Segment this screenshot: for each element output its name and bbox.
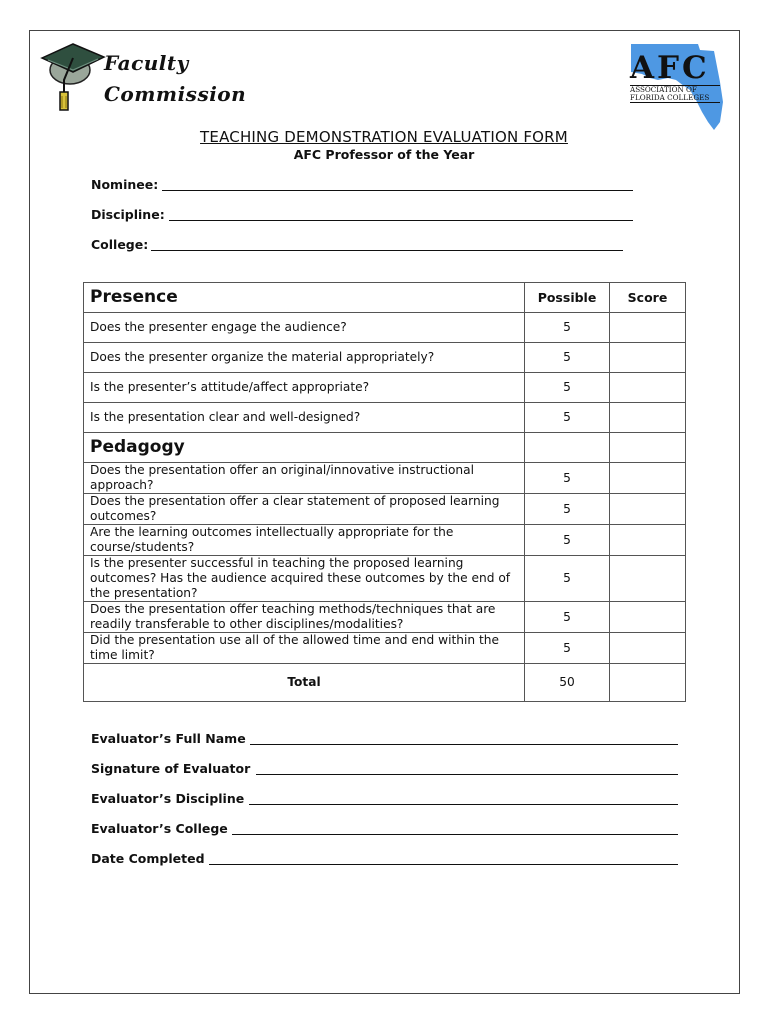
section-header-presence xyxy=(84,283,686,313)
afc-logo xyxy=(628,42,723,132)
question-cell: Is the presenter’s attitude/affect appropriate? xyxy=(84,373,525,403)
evaluator-college-line[interactable] xyxy=(232,834,678,835)
question-cell: Does the presentation offer teaching methods/techniques that are readily transferable to other disciplines/modalities? xyxy=(84,602,525,633)
question-cell: Does the presentation offer a clear statement of proposed learning outcomes? xyxy=(84,494,525,525)
form-subtitle: AFC Professor of the Year xyxy=(293,147,475,162)
question-cell: Does the presenter organize the material appropriately? xyxy=(84,343,525,373)
faculty-commission-logo xyxy=(40,40,247,115)
college-field[interactable] xyxy=(91,237,148,252)
possible-cell: 5 xyxy=(525,463,610,494)
score-cell[interactable] xyxy=(610,403,686,433)
form-title: TEACHING DEMONSTRATION EVALUATION FORM xyxy=(200,128,568,146)
evaluator-signature-label: Signature of Evaluator xyxy=(91,761,251,776)
question-cell: Is the presentation clear and well-designed? xyxy=(84,403,525,433)
evaluation-table xyxy=(83,282,686,702)
date-completed-line[interactable] xyxy=(209,864,678,865)
possible-cell: 5 xyxy=(525,343,610,373)
graduation-cap-icon xyxy=(40,40,106,112)
score-cell[interactable] xyxy=(610,463,686,494)
table-row xyxy=(84,633,686,664)
date-completed-field[interactable] xyxy=(91,851,205,866)
total-possible: 50 xyxy=(525,664,610,702)
table-row xyxy=(84,343,686,373)
question-cell: Are the learning outcomes intellectually appropriate for the course/students? xyxy=(84,525,525,556)
afc-name: ASSOCIATION OF FLORIDA COLLEGES xyxy=(630,85,720,103)
total-score-cell[interactable] xyxy=(610,664,686,702)
table-row xyxy=(84,313,686,343)
score-cell[interactable] xyxy=(610,313,686,343)
total-label: Total xyxy=(84,664,525,702)
score-cell[interactable] xyxy=(610,343,686,373)
table-row xyxy=(84,373,686,403)
table-row xyxy=(84,556,686,602)
possible-cell: 5 xyxy=(525,313,610,343)
evaluator-college-label: Evaluator’s College xyxy=(91,821,228,836)
possible-cell: 5 xyxy=(525,373,610,403)
evaluator-name-field[interactable] xyxy=(91,731,246,746)
nominee-line[interactable] xyxy=(162,190,633,191)
evaluator-discipline-label: Evaluator’s Discipline xyxy=(91,791,245,806)
score-cell[interactable] xyxy=(610,602,686,633)
question-cell: Does the presentation offer an original/innovative instructional approach? xyxy=(84,463,525,494)
evaluator-signature-line[interactable] xyxy=(256,774,678,775)
table-row xyxy=(84,494,686,525)
section-title-presence: Presence xyxy=(84,283,525,313)
total-row xyxy=(84,664,686,702)
score-cell[interactable] xyxy=(610,494,686,525)
afc-letters: AFC xyxy=(630,50,710,86)
score-cell[interactable] xyxy=(610,525,686,556)
possible-cell: 5 xyxy=(525,602,610,633)
table-row xyxy=(84,602,686,633)
possible-cell: 5 xyxy=(525,525,610,556)
college-line[interactable] xyxy=(151,250,623,251)
table-row xyxy=(84,463,686,494)
evaluator-name-line[interactable] xyxy=(250,744,678,745)
score-cell[interactable] xyxy=(610,633,686,664)
table-row xyxy=(84,403,686,433)
table-row xyxy=(84,525,686,556)
discipline-field[interactable] xyxy=(91,207,165,222)
score-cell[interactable] xyxy=(610,373,686,403)
question-cell: Did the presentation use all of the allowed time and end within the time limit? xyxy=(84,633,525,664)
discipline-line[interactable] xyxy=(169,220,633,221)
evaluator-discipline-field[interactable] xyxy=(91,791,244,806)
date-completed-label: Date Completed xyxy=(91,851,205,866)
college-label: College: xyxy=(91,237,149,252)
possible-cell: 5 xyxy=(525,633,610,664)
section-header-pedagogy xyxy=(84,433,686,463)
score-cell[interactable] xyxy=(610,556,686,602)
nominee-label: Nominee: xyxy=(91,177,159,192)
score-header: Score xyxy=(610,283,686,313)
logo-text-commission: Commission xyxy=(104,82,247,106)
evaluator-college-field[interactable] xyxy=(91,821,228,836)
possible-header: Possible xyxy=(525,283,610,313)
question-cell: Does the presenter engage the audience? xyxy=(84,313,525,343)
section-title-pedagogy: Pedagogy xyxy=(84,433,525,463)
question-cell: Is the presenter successful in teaching the proposed learning outcomes? Has the audience acquired these outcomes by the end of the presentation? xyxy=(84,556,525,602)
evaluator-discipline-line[interactable] xyxy=(249,804,678,805)
logo-text-faculty: Faculty xyxy=(104,51,189,75)
nominee-field[interactable] xyxy=(91,177,158,192)
evaluator-name-label: Evaluator’s Full Name xyxy=(91,731,246,746)
evaluator-signature-field[interactable] xyxy=(91,761,250,776)
possible-cell: 5 xyxy=(525,403,610,433)
possible-cell: 5 xyxy=(525,494,610,525)
possible-cell: 5 xyxy=(525,556,610,602)
discipline-label: Discipline: xyxy=(91,207,165,222)
